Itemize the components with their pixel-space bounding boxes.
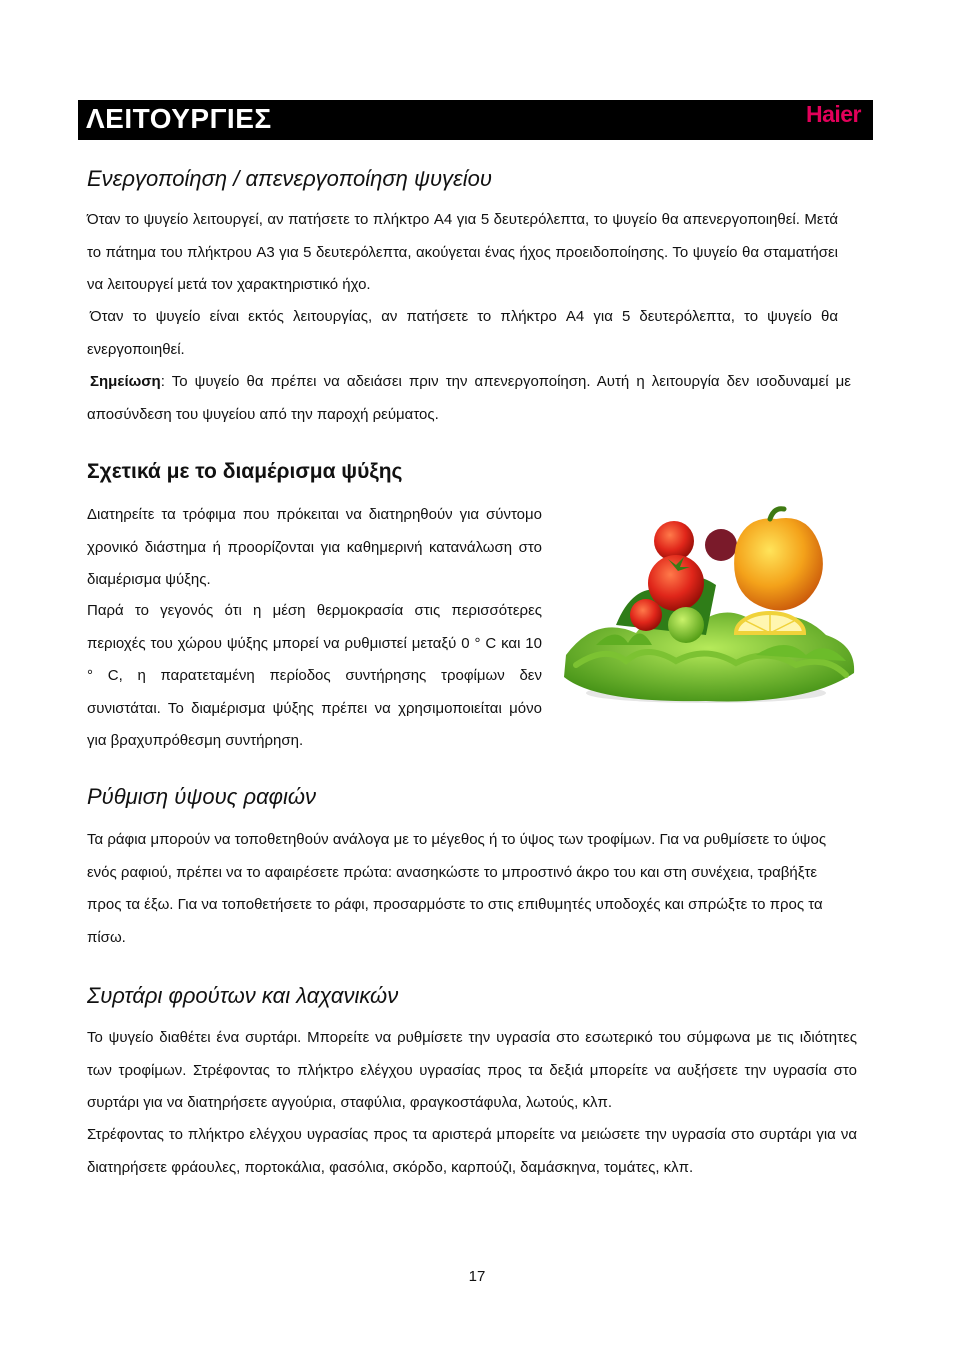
section-heading-fridge-compartment: Σχετικά με το διαμέρισμα ψύξης: [87, 460, 403, 483]
section-heading-crisper-drawer: Συρτάρι φρούτων και λαχανικών: [87, 983, 399, 1008]
paragraph-power-on: Όταν το ψυγείο είναι εκτός λειτουργίας, αν πατήσετε το πλήκτρο A4 για 5 δευτερόλεπτα, το ψυγείο θα ενεργοποιηθεί.: [87, 308, 838, 358]
paragraph-drawer-increase: Το ψυγείο διαθέτει ένα συρτάρι. Μπορείτε να ρυθμίσετε την υγρασία στο εσωτερικό του σύμφωνα με τις ιδιότητες των τροφίμων. Στρέφοντας το πλήκτρο ελέγχου υγρασίας προς τα δεξιά μπορείτε να αυξήσετε την υγρασία στο συρτάρι για να διατηρήσετε αγγούρια, σταφύλια, φραγκοστάφυλα, λωτούς, κλπ.: [87, 1029, 857, 1111]
paragraph-power-off: Όταν το ψυγείο λειτουργεί, αν πατήσετε το πλήκτρο A4 για 5 δευτερόλεπτα, το ψυγείο θα απενεργοποιηθεί. Μετά το πάτημα του πλήκτρου A3 για 5 δευτερόλεπτα, ακούγεται ένας ήχος προειδοποίησης. Το ψυγείο θα σταματήσει να λειτουργεί μετά τον χαρακτηριστικό ήχο.: [87, 211, 838, 293]
note-label: Σημείωση: [90, 373, 161, 390]
paragraph-fridge-temperature: Παρά το γεγονός ότι η μέση θερμοκρασία στις περισσότερες περιοχές του χώρου ψύξης μπορεί να ρυθμιστεί μεταξύ 0 ° C και 10 ° C, η παρατεταμένη περίοδος συντήρησης τροφίμων δεν συνιστάται. Το διαμέρισμα ψύξης πρέπει να χρησιμοποιείται μόνο για βραχυπρόθεσμη συντήρηση.: [87, 602, 542, 749]
page-title: ΛΕΙΤΟΥΡΓΙΕΣ: [86, 103, 272, 134]
paragraph-shelf-adjust: Τα ράφια μπορούν να τοποθετηθούν ανάλογα με το μέγεθος ή το ύψος των τροφίμων. Για να ρυθμίσετε το ύψος ενός ραφιού, πρέπει να το αφαιρέσετε πρώτα: ανασηκώστε το μπροστινό άκρο του και στη συνέχεια, τραβήξτε προς τα έξω. Για να τοποθετήσετε το ράφι, προσαρμόστε το στις επιθυμητές υποδοχές και σπρώξτε το προς τα πίσω.: [87, 831, 827, 946]
section-heading-shelf-height: Ρύθμιση ύψους ραφιών: [87, 784, 317, 809]
section-heading-power: Ενεργοποίηση / απενεργοποίηση ψυγείου: [87, 166, 492, 191]
paragraph-note: [87, 366, 851, 431]
brand-logo: Haier: [805, 101, 861, 127]
paragraph-drawer-decrease: Στρέφοντας το πλήκτρο ελέγχου υγρασίας προς τα αριστερά μπορείτε να μειώσετε την υγρασία στο συρτάρι για να διατηρήσετε φράουλες, πορτοκάλια, φασόλια, σκόρδο, καρπούζι, δαμάσκηνα, τομάτες, κλπ.: [87, 1126, 857, 1176]
page-number: 17: [468, 1268, 486, 1285]
vegetables-bowl-illustration: [556, 505, 860, 707]
header-banner: [78, 100, 873, 140]
note-text: : Το ψυγείο θα πρέπει να αδειάσει πριν την απενεργοποίηση. Αυτή η λειτουργία δεν ισοδυναμεί με αποσύνδεση του ψυγείου από την παροχή ρεύματος.: [87, 373, 851, 423]
paragraph-fridge-storage: Διατηρείτε τα τρόφιμα που πρόκειται να διατηρηθούν για σύντομο χρονικό διάστημα ή προορίζονται για καθημερινή κατανάλωση στο διαμέρισμα ψύξης.: [87, 506, 542, 588]
